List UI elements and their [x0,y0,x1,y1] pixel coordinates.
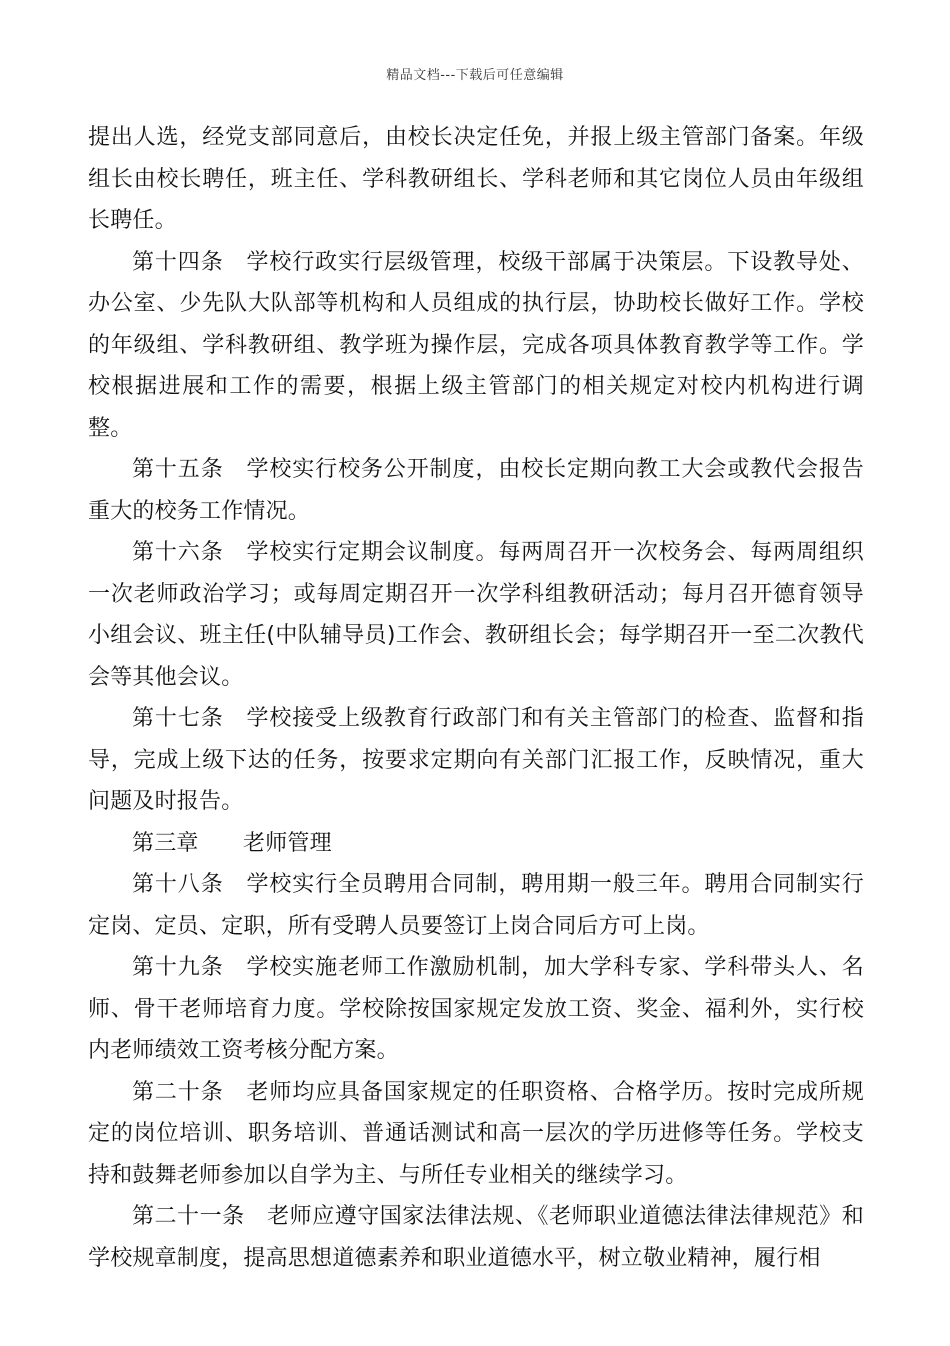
article-15: 第十五条 学校实行校务公开制度，由校长定期向教工大会或教代会报告重大的校务工作情况。 [88,457,864,524]
chapter-3-heading: 第三章 老师管理 [132,830,332,856]
article-20: 第二十条 老师均应具备国家规定的任职资格、合格学历。按时完成所规定的岗位培训、职务培训、普通话测试和高一层次的学历进修等任务。学校支持和鼓舞老师参加以自学为主、与所任专业相关的继续学习。 [88,1079,864,1188]
document-body [88,117,864,1279]
page-header: 精品文档---下载后可任意编辑 [386,68,564,83]
article-14: 第十四条 学校行政实行层级管理，校级干部属于决策层。下设教导处、办公室、少先队大队部等机构和人员组成的执行层，协助校长做好工作。学校的年级组、学科教研组、教学班为操作层，完成各项具体教育教学等工作。学校根据进展和工作的需要，根据上级主管部门的相关规定对校内机构进行调整。 [88,249,864,441]
article-21: 第二十一条 老师应遵守国家法律法规、《老师职业道德法律法律规范》和学校规章制度，提高思想道德素养和职业道德水平，树立敬业精神，履行相 [88,1204,864,1271]
article-18: 第十八条 学校实行全员聘用合同制，聘用期一般三年。聘用合同制实行定岗、定员、定职，所有受聘人员要签订上岗合同后方可上岗。 [88,872,864,939]
article-17: 第十七条 学校接受上级教育行政部门和有关主管部门的检查、监督和指导，完成上级下达的任务，按要求定期向有关部门汇报工作，反映情况，重大问题及时报告。 [88,706,864,814]
article-16: 第十六条 学校实行定期会议制度。每两周召开一次校务会、每两周组织一次老师政治学习；或每周定期召开一次学科组教研活动；每月召开德育领导小组会议、班主任(中队辅导员)工作会、教研组长会；每学期召开一至二次教代会等其他会议。 [88,540,864,690]
paragraph-continuation: 提出人选，经党支部同意后，由校长决定任免，并报上级主管部门备案。年级组长由校长聘任，班主任、学科教研组长、学科老师和其它岗位人员由年级组长聘任。 [88,125,864,233]
article-19: 第十九条 学校实施老师工作激励机制，加大学科专家、学科带头人、名师、骨干老师培育力度。学校除按国家规定发放工资、奖金、福利外，实行校内老师绩效工资考核分配方案。 [88,955,864,1063]
